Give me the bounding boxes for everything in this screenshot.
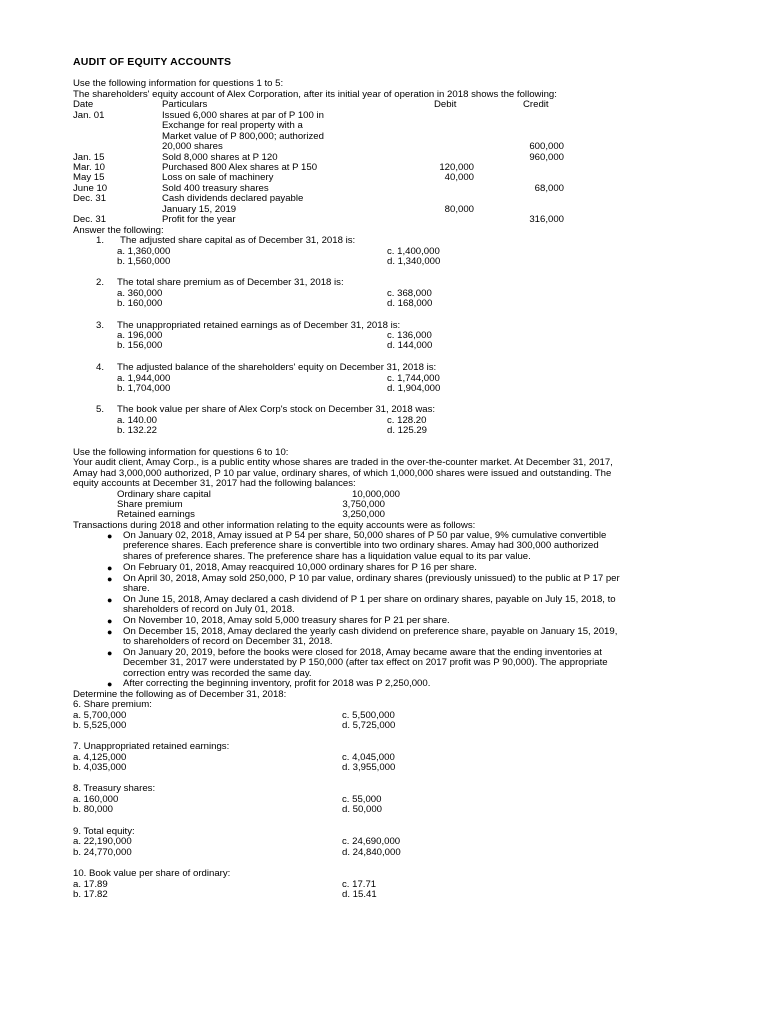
ledger-row-particular: Market value of P 800,000; authorized	[162, 131, 324, 142]
choice-d: d. 15.41	[342, 889, 377, 900]
part1-intro-line2: The shareholders' equity account of Alex Corporation, after its initial year of operation in 2018 shows the following:	[73, 89, 557, 100]
header-particulars: Particulars	[162, 99, 208, 110]
transactions-intro: Transactions during 2018 and other information relating to the equity accounts were as follows:	[73, 520, 476, 531]
determine-intro: Determine the following as of December 31, 2018:	[73, 689, 287, 700]
question-text: The adjusted balance of the shareholders' equity on December 31, 2018 is:	[117, 362, 437, 373]
bullet-line: On February 01, 2018, Amay reacquired 10,000 ordinary shares for P 16 per share.	[123, 562, 477, 573]
part2-intro-line2: Your audit client, Amay Corp., is a public entity whose shares are traded in the over-the-counter market. At December 31, 2017,	[73, 457, 613, 468]
bullet-line: share.	[123, 583, 150, 595]
choice-a: a. 1,360,000	[117, 246, 171, 257]
ledger-row-particular: Cash dividends declared payable	[162, 193, 304, 204]
ledger-row-date: June 10	[73, 183, 108, 194]
balance-label: Retained earnings	[117, 509, 195, 520]
part1-intro-line1: Use the following information for questions 1 to 5:	[73, 78, 284, 89]
choice-b: b. 1,704,000	[117, 383, 171, 394]
ledger-row-particular: January 15, 2019	[162, 204, 237, 215]
ledger-row-particular: Sold 8,000 shares at P 120	[162, 152, 278, 163]
choice-d: d. 50,000	[342, 804, 383, 815]
bullet-icon: ●	[107, 648, 113, 658]
question-text: The adjusted share capital as of December 31, 2018 is:	[120, 235, 356, 246]
ledger-row-date: May 15	[73, 172, 105, 183]
header-date: Date	[73, 99, 94, 110]
choice-d: d. 144,000	[387, 340, 433, 351]
bullet-line: to shareholders of record on December 31, 2018.	[123, 636, 333, 648]
balance-label: Ordinary share capital	[117, 489, 211, 500]
ledger-row-credit: 960,000	[529, 152, 564, 163]
ledger-row-particular: Issued 6,000 shares at par of P 100 in	[162, 110, 324, 121]
bullet-line: On December 15, 2018, Amay declared the yearly cash dividend on preference share, payable on January 15, 2019,	[123, 626, 618, 637]
ledger-row-credit: 600,000	[529, 141, 564, 152]
choice-c: c. 1,744,000	[387, 373, 440, 384]
question-text: 9. Total equity:	[73, 826, 135, 837]
question-number: 4.	[96, 362, 105, 373]
bullet-line: shareholders of record on July 01, 2018.	[123, 604, 295, 616]
question-text: 10. Book value per share of ordinary:	[73, 868, 231, 879]
choice-b: b. 4,035,000	[73, 762, 127, 773]
bullet-line: correction entry was recorded the same day.	[123, 667, 312, 679]
part2-intro-line3: Amay had 3,000,000 authorized, P 10 par value, ordinary shares, of which 1,000,000 shares were issued and outstanding. The	[73, 468, 612, 479]
choice-c: c. 128.20	[387, 415, 427, 426]
choice-b: b. 5,525,000	[73, 720, 127, 731]
choice-c: c. 136,000	[387, 330, 432, 341]
choice-d: d. 24,840,000	[342, 847, 401, 858]
choice-c: c. 4,045,000	[342, 752, 395, 763]
question-text: 8. Treasury shares:	[73, 783, 156, 794]
question-text: 7. Unappropriated retained earnings:	[73, 741, 230, 752]
choice-d: d. 1,904,000	[387, 383, 441, 394]
choice-c: c. 5,500,000	[342, 710, 395, 721]
bullet-line: On November 10, 2018, Amay sold 5,000 treasury shares for P 21 per share.	[123, 615, 450, 626]
bullet-line: December 31, 2017 were understated by P 150,000 (after tax effect on 2017 profit was P 90,000). The appropriate	[123, 657, 608, 669]
choice-a: a. 1,944,000	[117, 373, 171, 384]
choice-c: c. 1,400,000	[387, 246, 440, 257]
bullet-icon: ●	[107, 574, 113, 584]
choice-a: a. 17.89	[73, 879, 108, 890]
choice-a: a. 140.00	[117, 415, 158, 426]
choice-c: c. 368,000	[387, 288, 432, 299]
bullet-line: On June 15, 2018, Amay declared a cash dividend of P 1 per share on ordinary shares, payable on July 15, 2018, to	[123, 594, 616, 605]
choice-b: b. 160,000	[117, 298, 163, 309]
question-number: 1.	[96, 235, 105, 246]
choice-a: a. 5,700,000	[73, 710, 127, 721]
ledger-row-particular: Exchange for real property with a	[162, 120, 303, 131]
choice-b: b. 24,770,000	[73, 847, 132, 858]
bullet-icon: ●	[107, 627, 113, 637]
bullet-line: shares of preference shares. The preference share has a liquidation value equal to its par value.	[123, 550, 531, 562]
question-text: 6. Share premium:	[73, 699, 152, 710]
bullet-icon: ●	[107, 563, 113, 573]
choice-d: d. 168,000	[387, 298, 433, 309]
choice-b: b. 80,000	[73, 804, 114, 815]
ledger-row-particular: Profit for the year	[162, 214, 236, 225]
choice-b: b. 17.82	[73, 889, 108, 900]
question-text: The total share premium as of December 31, 2018 is:	[117, 277, 344, 288]
choice-a: a. 196,000	[117, 330, 163, 341]
choice-c: c. 24,690,000	[342, 836, 401, 847]
choice-b: b. 1,560,000	[117, 256, 171, 267]
ledger-row-date: Jan. 01	[73, 110, 105, 121]
answer-intro: Answer the following:	[73, 225, 164, 236]
question-number: 3.	[96, 320, 105, 331]
bullet-line: On January 02, 2018, Amay issued at P 54 per share, 50,000 shares of P 50 par value, 9% cumulative convertible	[123, 530, 607, 541]
ledger-row-credit: 316,000	[529, 214, 564, 225]
question-number: 2.	[96, 277, 105, 288]
question-number: 5.	[96, 404, 105, 415]
ledger-row-particular: Sold 400 treasury shares	[162, 183, 269, 194]
ledger-row-debit: 80,000	[444, 204, 474, 215]
ledger-row-particular: 20,000 shares	[162, 141, 223, 152]
choice-c: c. 17.71	[342, 879, 377, 890]
ledger-row-debit: 120,000	[439, 162, 474, 173]
balance-value: 3,250,000	[342, 509, 385, 520]
bullet-icon: ●	[107, 616, 113, 626]
ledger-row-debit: 40,000	[444, 172, 474, 183]
choice-d: d. 125.29	[387, 425, 428, 436]
bullet-icon: ●	[107, 531, 113, 541]
balance-label: Share premium	[117, 499, 183, 510]
choice-d: d. 3,955,000	[342, 762, 396, 773]
ledger-row-particular: Loss on sale of machinery	[162, 172, 274, 183]
ledger-row-date: Jan. 15	[73, 152, 105, 163]
document-title: AUDIT OF EQUITY ACCOUNTS	[73, 56, 232, 68]
ledger-row-date: Dec. 31	[73, 193, 107, 204]
bullet-line: After correcting the beginning inventory, profit for 2018 was P 2,250,000.	[123, 678, 431, 689]
choice-b: b. 156,000	[117, 340, 163, 351]
question-text: The book value per share of Alex Corp's stock on December 31, 2018 was:	[117, 404, 436, 415]
header-credit: Credit	[523, 99, 549, 110]
ledger-row-particular: Purchased 800 Alex shares at P 150	[162, 162, 318, 173]
question-text: The unappropriated retained earnings as of December 31, 2018 is:	[117, 320, 401, 331]
bullet-icon: ●	[107, 679, 113, 689]
ledger-row-date: Dec. 31	[73, 214, 107, 225]
bullet-line: On January 20, 2019, before the books were closed for 2018, Amay became aware that the ending inventories at	[123, 647, 602, 658]
choice-a: a. 360,000	[117, 288, 163, 299]
balance-value: 10,000,000	[351, 489, 400, 500]
bullet-icon: ●	[107, 595, 113, 605]
choice-c: c. 55,000	[342, 794, 382, 805]
choice-a: a. 4,125,000	[73, 752, 127, 763]
part2-intro-line1: Use the following information for questions 6 to 10:	[73, 447, 289, 458]
bullet-line: On April 30, 2018, Amay sold 250,000, P 10 par value, ordinary shares (previously unissued) to the public at P 17 per	[123, 573, 620, 584]
ledger-row-credit: 68,000	[534, 183, 564, 194]
balance-value: 3,750,000	[342, 499, 385, 510]
ledger-row-date: Mar. 10	[73, 162, 105, 173]
part2-intro-line4: equity accounts at December 31, 2017 had the following balances:	[73, 478, 356, 489]
choice-d: d. 1,340,000	[387, 256, 441, 267]
header-debit: Debit	[434, 99, 457, 110]
choice-d: d. 5,725,000	[342, 720, 396, 731]
choice-a: a. 22,190,000	[73, 836, 132, 847]
choice-a: a. 160,000	[73, 794, 119, 805]
choice-b: b. 132.22	[117, 425, 158, 436]
bullet-line: preference shares. Each preference share is convertible into two ordinary shares. Amay had 300,000 authorized	[123, 540, 599, 552]
